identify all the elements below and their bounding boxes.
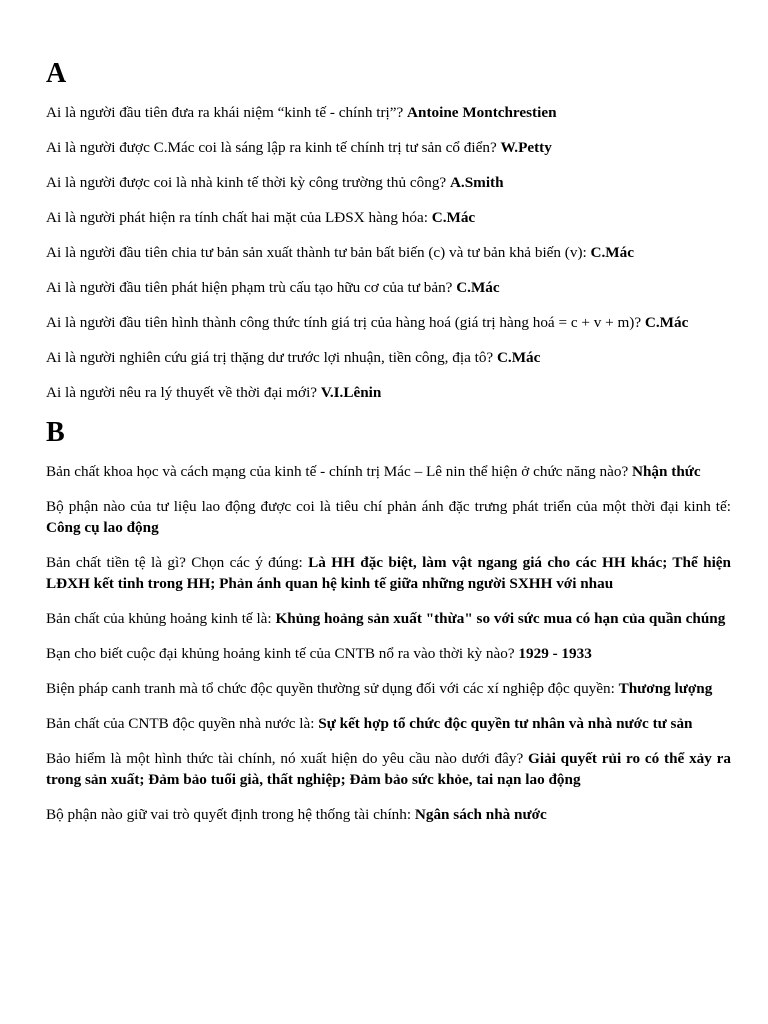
answer-text: Nhận thức bbox=[632, 463, 701, 480]
qa-item bbox=[46, 748, 731, 790]
question-text: Ai là người đầu tiên hình thành công thức tính giá trị của hàng hoá (giá trị hàng hoá = c + v + m)? bbox=[46, 314, 645, 331]
question-text: Ai là người đầu tiên phát hiện phạm trù cấu tạo hữu cơ của tư bản? bbox=[46, 279, 457, 296]
answer-text: Giải quyết rủi ro có thể xảy ra trong sản xuất; Đảm bảo tuổi già, thất nghiệp; Đảm bảo sức khỏe, tai nạn lao động bbox=[46, 750, 731, 788]
answer-text: C.Mác bbox=[456, 279, 500, 296]
answer-text: Antoine Montchrestien bbox=[407, 104, 557, 121]
answer-text: C.Mác bbox=[590, 244, 634, 261]
question-text: Ai là người nêu ra lý thuyết về thời đại mới? bbox=[46, 384, 321, 401]
answer-text: Công cụ lao động bbox=[46, 519, 159, 536]
answer-text: Ngân sách nhà nước bbox=[414, 806, 547, 823]
section-heading-a: A bbox=[46, 58, 67, 89]
qa-item bbox=[46, 277, 731, 298]
qa-item bbox=[46, 102, 731, 123]
qa-item bbox=[46, 552, 731, 594]
question-text: Biện pháp canh tranh mà tổ chức độc quyền thường sử dụng đối với các xí nghiệp độc quyền: bbox=[46, 680, 619, 697]
answer-text: Sự kết hợp tổ chức độc quyền tư nhân và nhà nước tư sản bbox=[318, 715, 693, 732]
answer-text: C.Mác bbox=[431, 209, 476, 226]
answer-text: Là HH đặc biệt, làm vật ngang giá cho các HH khác; Thể hiện LĐXH kết tinh trong HH; Phản ánh quan hệ kinh tế giữa những người SXHH với nhau bbox=[46, 554, 731, 592]
answer-text: 1929 - 1933 bbox=[518, 645, 592, 662]
qa-item bbox=[46, 643, 731, 664]
qa-item bbox=[46, 804, 731, 825]
question-text: Ai là người phát hiện ra tính chất hai mặt của LĐSX hàng hóa: bbox=[46, 209, 432, 226]
question-text: Bản chất của khủng hoảng kinh tế là: bbox=[46, 610, 276, 627]
qa-item bbox=[46, 347, 731, 368]
question-text: Bản chất khoa học và cách mạng của kinh tế - chính trị Mác – Lê nin thể hiện ở chức năng nào? bbox=[46, 463, 633, 480]
qa-item bbox=[46, 713, 731, 734]
qa-item bbox=[46, 461, 731, 482]
question-text: Bản chất của CNTB độc quyền nhà nước là: bbox=[46, 715, 319, 732]
question-text: Bảo hiểm là một hình thức tài chính, nó xuất hiện do yêu cầu nào dưới đây? bbox=[46, 750, 529, 767]
question-text: Ai là người được C.Mác coi là sáng lập ra kinh tế chính trị tư sản cổ điển? bbox=[46, 139, 501, 156]
answer-text: A.Smith bbox=[449, 174, 504, 191]
answer-text: C.Mác bbox=[496, 349, 541, 366]
qa-item bbox=[46, 207, 731, 228]
answer-text: W.Petty bbox=[500, 139, 552, 156]
question-text: Ai là người đầu tiên chia tư bản sản xuất thành tư bản bất biến (c) và tư bản khả biến (v): bbox=[46, 244, 591, 261]
question-text: Ai là người được coi là nhà kinh tế thời kỳ công trường thủ công? bbox=[46, 174, 450, 191]
qa-item bbox=[46, 678, 731, 699]
qa-item bbox=[46, 137, 731, 158]
qa-item bbox=[46, 312, 731, 333]
question-text: Bạn cho biết cuộc đại khủng hoảng kinh tế của CNTB nổ ra vào thời kỳ nào? bbox=[46, 645, 519, 662]
qa-item bbox=[46, 242, 731, 263]
answer-text: Thương lượng bbox=[618, 680, 713, 697]
answer-text: Khủng hoảng sản xuất "thừa" so với sức mua có hạn của quần chúng bbox=[275, 610, 726, 627]
question-text: Ai là người đầu tiên đưa ra khái niệm “kinh tế - chính trị”? bbox=[46, 104, 408, 121]
question-text: Bản chất tiền tệ là gì? Chọn các ý đúng: bbox=[46, 554, 309, 571]
qa-item bbox=[46, 608, 731, 629]
qa-item bbox=[46, 172, 731, 193]
section-heading-b: B bbox=[46, 417, 65, 448]
question-text: Bộ phận nào của tư liệu lao động được coi là tiêu chí phản ánh đặc trưng phát triển của một thời đại kinh tế: bbox=[46, 498, 731, 515]
answer-text: V.I.Lênin bbox=[320, 384, 382, 401]
answer-text: C.Mác bbox=[644, 314, 689, 331]
qa-item bbox=[46, 496, 731, 538]
qa-item bbox=[46, 382, 731, 403]
question-text: Ai là người nghiên cứu giá trị thặng dư trước lợi nhuận, tiền công, địa tô? bbox=[46, 349, 497, 366]
question-text: Bộ phận nào giữ vai trò quyết định trong hệ thống tài chính: bbox=[46, 806, 415, 823]
